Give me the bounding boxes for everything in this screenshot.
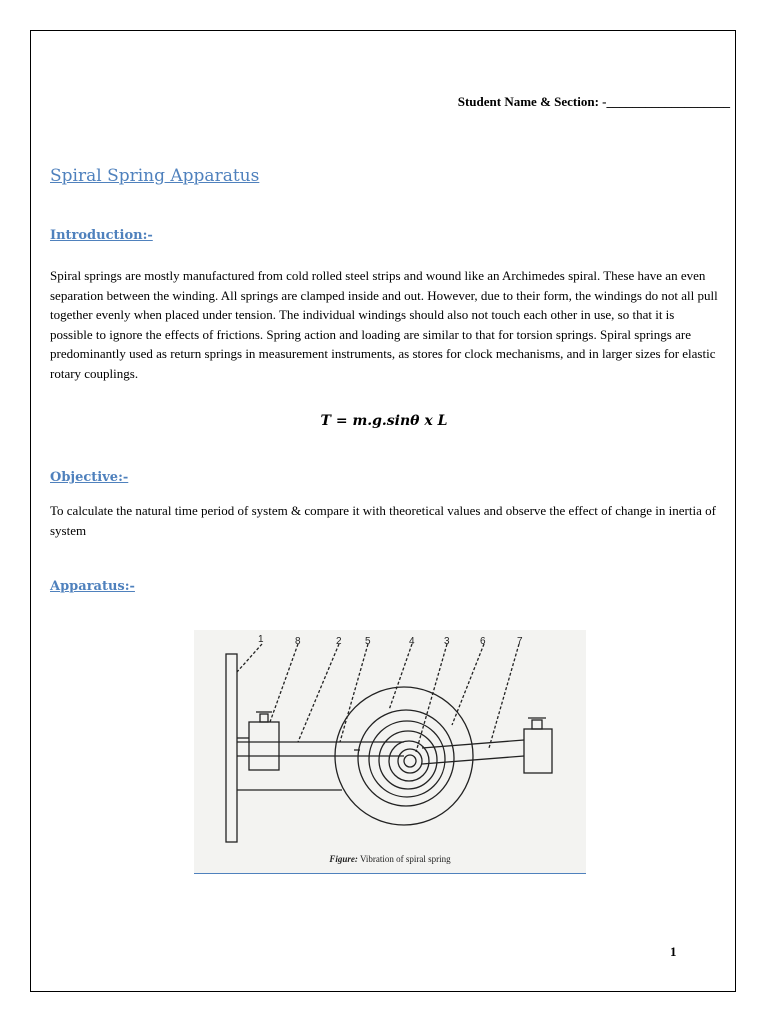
objective-paragraph: To calculate the natural time period of system & compare it with theoretical values and observe the effect of change in inertia of system — [50, 503, 716, 538]
clamp-block — [249, 722, 279, 770]
objective-heading: Objective:- — [50, 470, 129, 485]
weight-knob — [532, 720, 542, 729]
torque-formula: T = m.g.sinθ x L — [320, 413, 448, 429]
part-label: 8 — [295, 636, 301, 647]
part-label: 5 — [365, 636, 371, 647]
spiral-spring-figure — [194, 630, 586, 873]
figure-caption — [328, 854, 451, 864]
page-number: 1 — [670, 944, 677, 959]
part-label: 7 — [517, 636, 523, 647]
part-label: 2 — [336, 636, 342, 647]
part-label: 1 — [258, 634, 264, 645]
figure-divider — [194, 873, 586, 874]
introduction-heading: Introduction:- — [50, 228, 153, 243]
document-title: Spiral Spring Apparatus — [50, 166, 260, 186]
student-name-section-line: Student Name & Section: -___________________ — [457, 94, 730, 109]
part-label: 3 — [444, 636, 450, 647]
clamp-knob — [260, 714, 268, 722]
frame-wall — [226, 654, 237, 842]
part-label: 4 — [409, 636, 415, 647]
figure-caption-prefix: Figure: — [329, 854, 358, 864]
apparatus-heading: Apparatus:- — [50, 579, 135, 594]
introduction-paragraph: Spiral springs are mostly manufactured from cold rolled steel strips and wound like an Archimedes spiral. These have an even separation between the winding. All springs are clamped inside and out. However, due to their form, the windings do not all pull together evenly when placed under tension. The individual windings should also not touch each other in use, so that it is possible to ignore the effects of frictions. Spring action and loading are similar to that for torsion springs. Spiral springs are predominantly used as return springs in measurement instruments, as stores for clock mechanisms, and in larger sizes for elastic rotary couplings. — [50, 268, 718, 381]
part-label: 6 — [480, 636, 486, 647]
figure-caption-text: Vibration of spiral spring — [357, 854, 451, 864]
spiral-spring-diagram — [194, 630, 586, 873]
spring-outer-coil — [358, 710, 454, 806]
weight-block — [524, 729, 552, 773]
spring-hub — [404, 755, 416, 767]
